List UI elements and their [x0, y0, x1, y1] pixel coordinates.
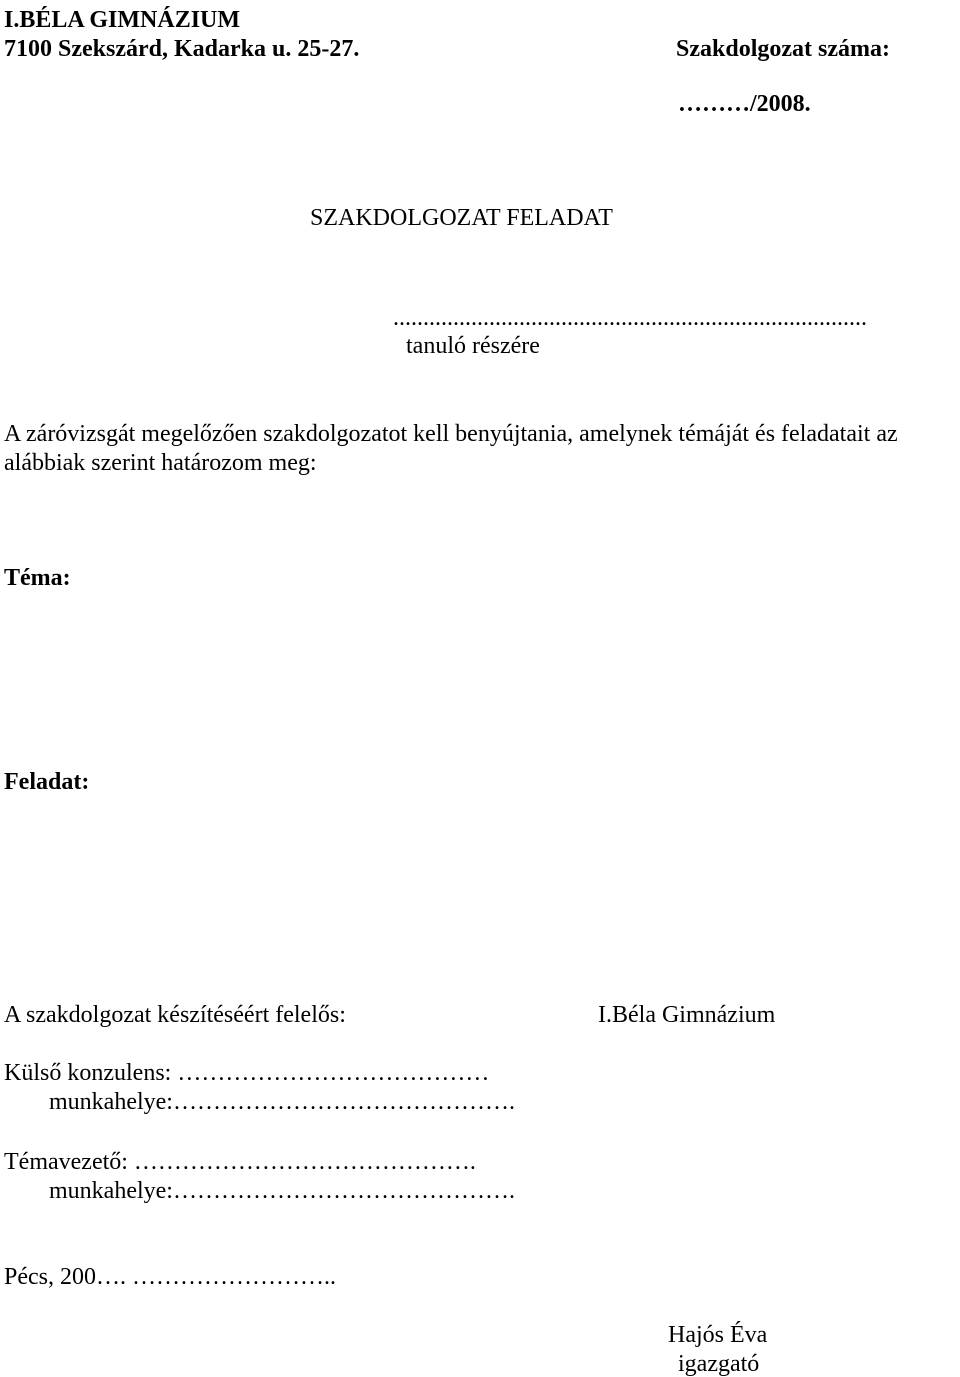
external-consultant-workplace: munkahelye:…………………………………….	[49, 1089, 515, 1115]
theme-label: Téma:	[4, 565, 71, 591]
thesis-number-label: Szakdolgozat száma:	[676, 36, 890, 62]
intro-line-2: alábbiak szerint határozom meg:	[4, 450, 317, 476]
intro-line-1: A záróvizsgát megelőzően szakdolgozatot kell benyújtania, amelynek témáját és feladatait az	[4, 421, 898, 447]
supervisor-label: Témavezető: …………………………………….	[4, 1149, 476, 1175]
school-name: I.BÉLA GIMNÁZIUM	[4, 7, 241, 33]
page-title: SZAKDOLGOZAT FELADAT	[310, 205, 613, 231]
task-label: Feladat:	[4, 769, 90, 795]
responsible-label: A szakdolgozat készítéséért felelős:	[4, 1002, 346, 1028]
place-date: Pécs, 200…. ……………………..	[4, 1264, 336, 1290]
school-address: 7100 Szekszárd, Kadarka u. 25-27.	[4, 36, 360, 62]
thesis-number-value: ………/2008.	[678, 91, 811, 117]
supervisor-workplace: munkahelye:…………………………………….	[49, 1178, 515, 1204]
external-consultant-label: Külső konzulens: …………………………………	[4, 1060, 490, 1086]
signature-name: Hajós Éva	[668, 1322, 768, 1348]
student-caption: tanuló részére	[406, 333, 540, 359]
student-name-placeholder: ...............................................................................	[393, 305, 867, 331]
responsible-value: I.Béla Gimnázium	[598, 1002, 776, 1028]
signature-title: igazgató	[678, 1351, 760, 1377]
